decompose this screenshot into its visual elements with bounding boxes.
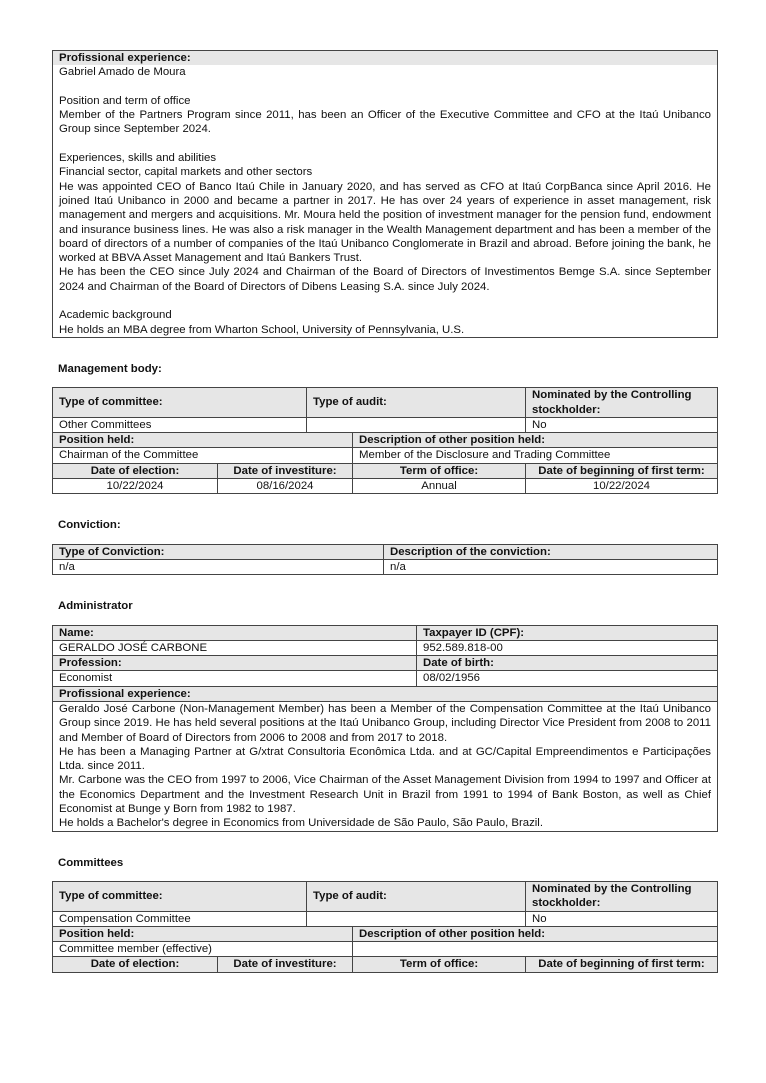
term-label: Term of office: — [353, 463, 526, 478]
skills-sector: Financial sector, capital markets and other sectors — [59, 166, 313, 179]
management-table — [52, 387, 718, 494]
committees-nominated-value: No — [526, 911, 718, 926]
admin-name-label: Name: — [53, 625, 417, 640]
type-committee-label: Type of committee: — [53, 388, 307, 418]
admin-profession-value: Economist — [53, 671, 417, 686]
admin-dob-value: 08/02/1956 — [417, 671, 718, 686]
academic-text: He holds an MBA degree from Wharton School, University of Pennsylvania, U.S. — [59, 323, 465, 336]
committees-type-audit-value — [307, 911, 526, 926]
type-audit-label: Type of audit: — [307, 388, 526, 418]
admin-dob-label: Date of birth: — [417, 656, 718, 671]
conviction-description-value: n/a — [384, 559, 718, 574]
management-title: Management body: — [58, 362, 162, 375]
admin-experience-p1: Geraldo José Carbone (Non-Management Member) has been a Member of the Compensation Committee at the Itaú Unibanco Group since 2019. He has held several positions at the Itaú Unibanco Group, including Director Vice President from 2008 to 2011 and Member of Board of Directors from 2006 to 2008 and from 2017 to 2018. — [59, 702, 711, 744]
committees-description-value — [353, 942, 718, 957]
admin-cpf-label: Taxpayer ID (CPF): — [417, 625, 718, 640]
nominated-value: No — [526, 417, 718, 432]
investiture-label: Date of investiture: — [218, 463, 353, 478]
committees-title: Committees — [58, 856, 124, 869]
committees-investiture-label: Date of investiture: — [218, 957, 353, 972]
type-audit-value — [307, 417, 526, 432]
experience-box-moura — [52, 50, 718, 338]
committees-term-label: Term of office: — [353, 957, 526, 972]
admin-profession-label: Profession: — [53, 656, 417, 671]
skills-heading: Experiences, skills and abilities — [59, 152, 217, 165]
document-page — [52, 50, 718, 973]
description-value: Member of the Disclosure and Trading Committee — [353, 448, 718, 463]
experience-header: Profissional experience: — [53, 51, 717, 65]
investiture-value: 08/16/2024 — [218, 479, 353, 494]
committees-description-label: Description of other position held: — [353, 926, 718, 941]
committees-type-audit-label: Type of audit: — [307, 881, 526, 911]
admin-experience-p4: He holds a Bachelor's degree in Economics from Universidade de São Paulo, São Paulo, Brazil. — [59, 817, 544, 830]
administrator-table — [52, 625, 718, 832]
conviction-type-label: Type of Conviction: — [53, 544, 384, 559]
experience-name: Gabriel Amado de Moura — [59, 66, 186, 79]
committees-beginning-label: Date of beginning of first term: — [526, 957, 718, 972]
conviction-table — [52, 544, 718, 576]
type-committee-value: Other Committees — [53, 417, 307, 432]
conviction-description-label: Description of the conviction: — [384, 544, 718, 559]
admin-experience-p2: He has been a Managing Partner at G/xtrat Consultoria Econômica Ltda. and at GC/Capital Empreendimentos e Participações Ltda. since 2011. — [59, 745, 711, 773]
admin-experience-text — [53, 701, 718, 831]
beginning-label: Date of beginning of first term: — [526, 463, 718, 478]
committees-election-label: Date of election: — [53, 957, 218, 972]
administrator-title: Administrator — [58, 600, 133, 613]
committees-table — [52, 881, 718, 973]
academic-heading: Academic background — [59, 309, 172, 322]
admin-experience-label: Profissional experience: — [53, 686, 718, 701]
position-held-value: Chairman of the Committee — [53, 448, 353, 463]
admin-experience-p3: Mr. Carbone was the CEO from 1997 to 2006, Vice Chairman of the Asset Management Division from 1994 to 1997 and Officer at the Economics Department and the Investment Research Unit in Brazil from 1991 to 1994 of Bank Boston, as well as Chief Economist at Bunge y Born from 1982 to 1987. — [59, 774, 711, 816]
committees-position-value: Committee member (effective) — [53, 942, 353, 957]
committees-type-committee-label: Type of committee: — [53, 881, 307, 911]
nominated-label: Nominated by the Controlling stockholder: — [526, 388, 718, 418]
position-held-label: Position held: — [53, 433, 353, 448]
committees-position-label: Position held: — [53, 926, 353, 941]
committees-type-committee-value: Compensation Committee — [53, 911, 307, 926]
term-value: Annual — [353, 479, 526, 494]
election-value: 10/22/2024 — [53, 479, 218, 494]
admin-name-value: GERALDO JOSÉ CARBONE — [53, 640, 417, 655]
skills-paragraph-1: He was appointed CEO of Banco Itaú Chile in January 2020, and has served as CFO at Itaú CorpBanca since April 2016. He joined Itaú Unibanco in 2000 and became a partner in 2017. He has over 24 years of experience in asset management, risk management and mergers and acquisitions. Mr. Moura held the position of investment manager for the pension fund, endowment and insurance business lines. He was also a risk manager in the Wealth Management department and has been a member of the board of directors of a number of companies of the Itaú Unibanco Conglomerate in Brazil and abroad. Before joining the bank, he worked at BBVA Asset Management and Itaú Bankers Trust. — [59, 180, 711, 265]
description-label: Description of other position held: — [353, 433, 718, 448]
skills-paragraph-2: He has been the CEO since July 2024 and Chairman of the Board of Directors of Investimentos Bemge S.A. since September 2024 and Chairman of the Board of Directors of Dibens Leasing S.A. since July 2024. — [59, 266, 711, 293]
admin-cpf-value: 952.589.818-00 — [417, 640, 718, 655]
election-label: Date of election: — [53, 463, 218, 478]
position-heading: Position and term of office — [59, 94, 191, 107]
beginning-value: 10/22/2024 — [526, 479, 718, 494]
position-text: Member of the Partners Program since 2011, has been an Officer of the Executive Committee and CFO at the Itaú Unibanco Group since September 2024. — [59, 109, 711, 136]
conviction-type-value: n/a — [53, 559, 384, 574]
committees-nominated-label: Nominated by the Controlling stockholder: — [526, 881, 718, 911]
conviction-title: Conviction: — [58, 519, 121, 532]
